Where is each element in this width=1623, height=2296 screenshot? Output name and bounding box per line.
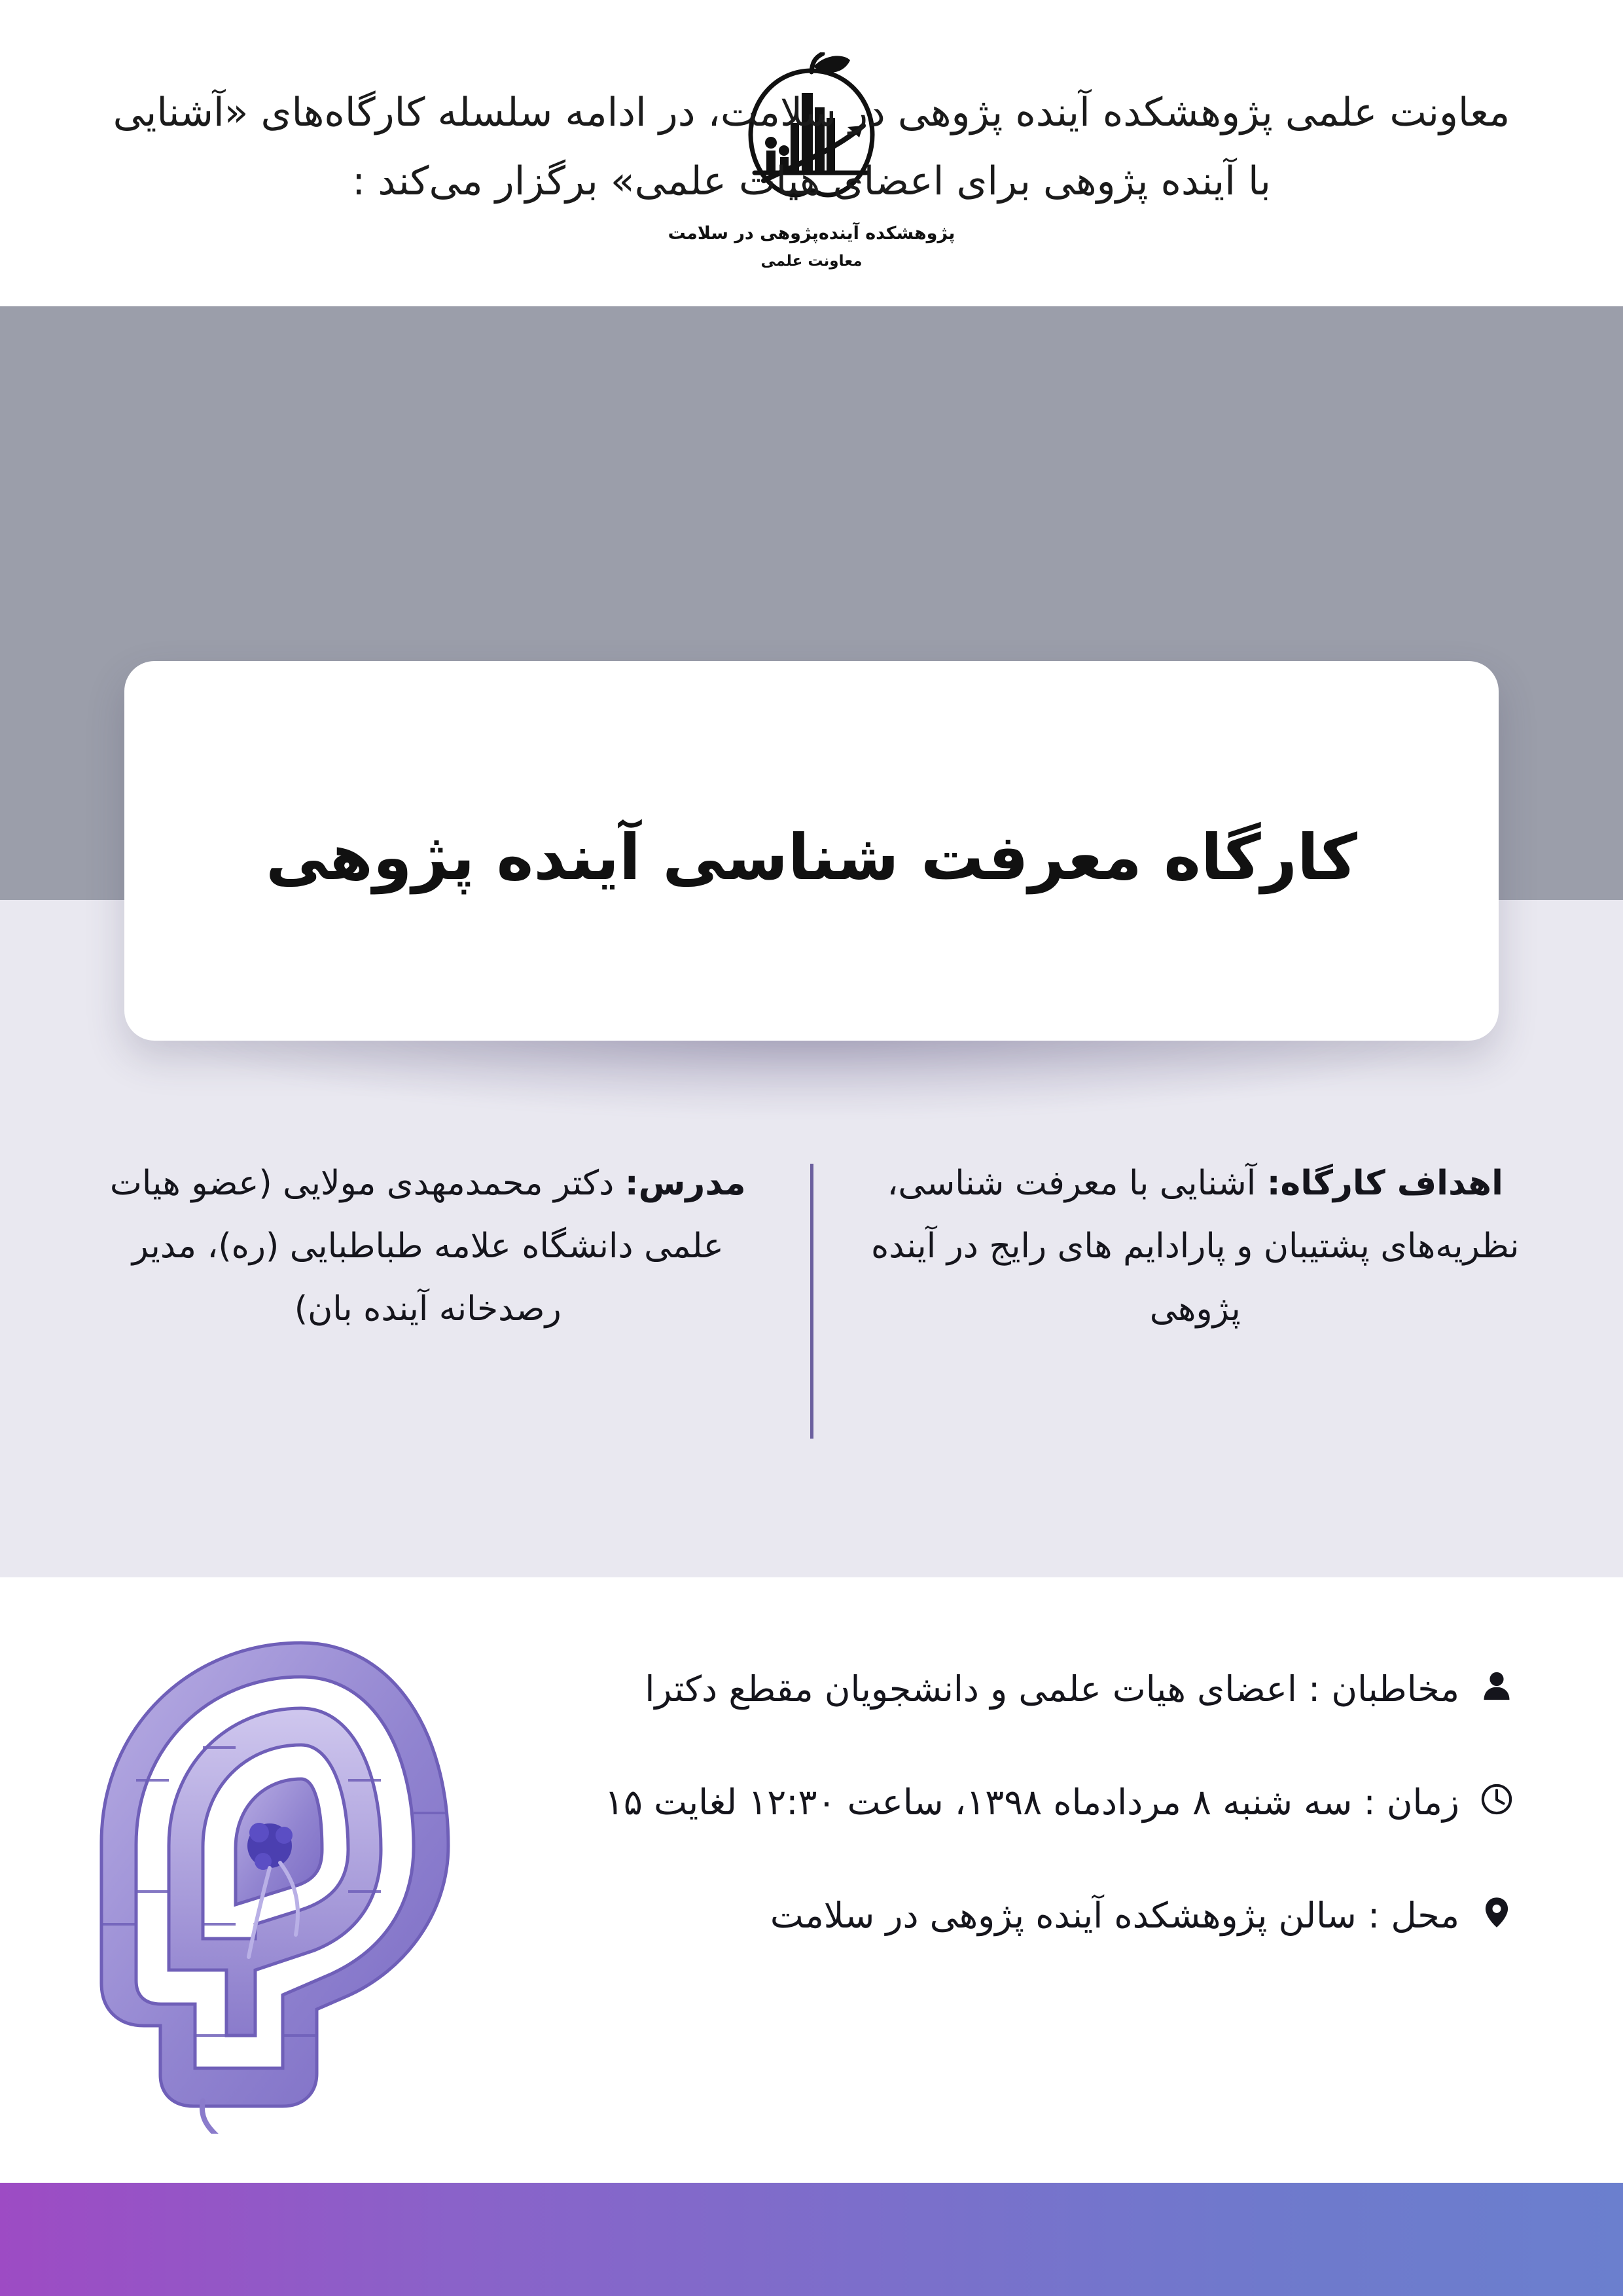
clock-icon (1475, 1782, 1518, 1822)
logo-caption-sub: معاونت علمی (760, 253, 863, 270)
detail-time-text: زمان : سه شنبه ۸ مردادماه ۱۳۹۸، ساعت ۱۲:۳۰ لغایت ۱۵ (604, 1782, 1459, 1823)
page-title: کارگاه معرفت شناسی آینده پژوهی (266, 821, 1357, 894)
logo-caption (668, 220, 955, 273)
footer-gradient-band (0, 2183, 1623, 2296)
goals-label: اهداف کارگاه: (1266, 1164, 1503, 1203)
column-divider (810, 1164, 813, 1439)
intro-text: معاونت علمی پژوهشکده آینده پژوهی در سلامت، در ادامه سلسله کارگاه‌های «آشنایی با آینده پژوهی برای اعضای هیات علمی» برگزار می‌کند : (113, 90, 1510, 204)
detail-audience (0, 1662, 1623, 1715)
logo-caption-main: پژوهشکده آینده‌پژوهی در سلامت (668, 223, 955, 244)
title-card-shadow (164, 1031, 1459, 1116)
details-list (0, 1662, 1623, 2002)
person-icon (1475, 1669, 1518, 1709)
detail-location (0, 1889, 1623, 1942)
instructor-text: دکتر محمدمهدی مولایی (عضو هیات علمی دانشگاه علامه طباطبایی (ره)، مدیر رصدخانه آینده بان) (109, 1164, 724, 1329)
location-pin-icon (1475, 1895, 1518, 1935)
detail-location-text: محل : سالن پژوهشکده آینده پژوهی در سلامت (770, 1895, 1459, 1936)
title-card (124, 661, 1499, 1041)
goals-text: آشنایی با معرفت شناسی، نظریه‌های پشتیبان و پارادایم های رایج در آینده پژوهی (871, 1164, 1520, 1329)
instructor-column (72, 1152, 784, 1341)
goals-column (840, 1152, 1552, 1341)
info-row (72, 1152, 1551, 1439)
instructor-label: مدرس: (624, 1164, 746, 1203)
detail-time (0, 1776, 1623, 1829)
detail-audience-text: مخاطبان : اعضای هیات علمی و دانشجویان مقطع دکترا (645, 1668, 1459, 1710)
